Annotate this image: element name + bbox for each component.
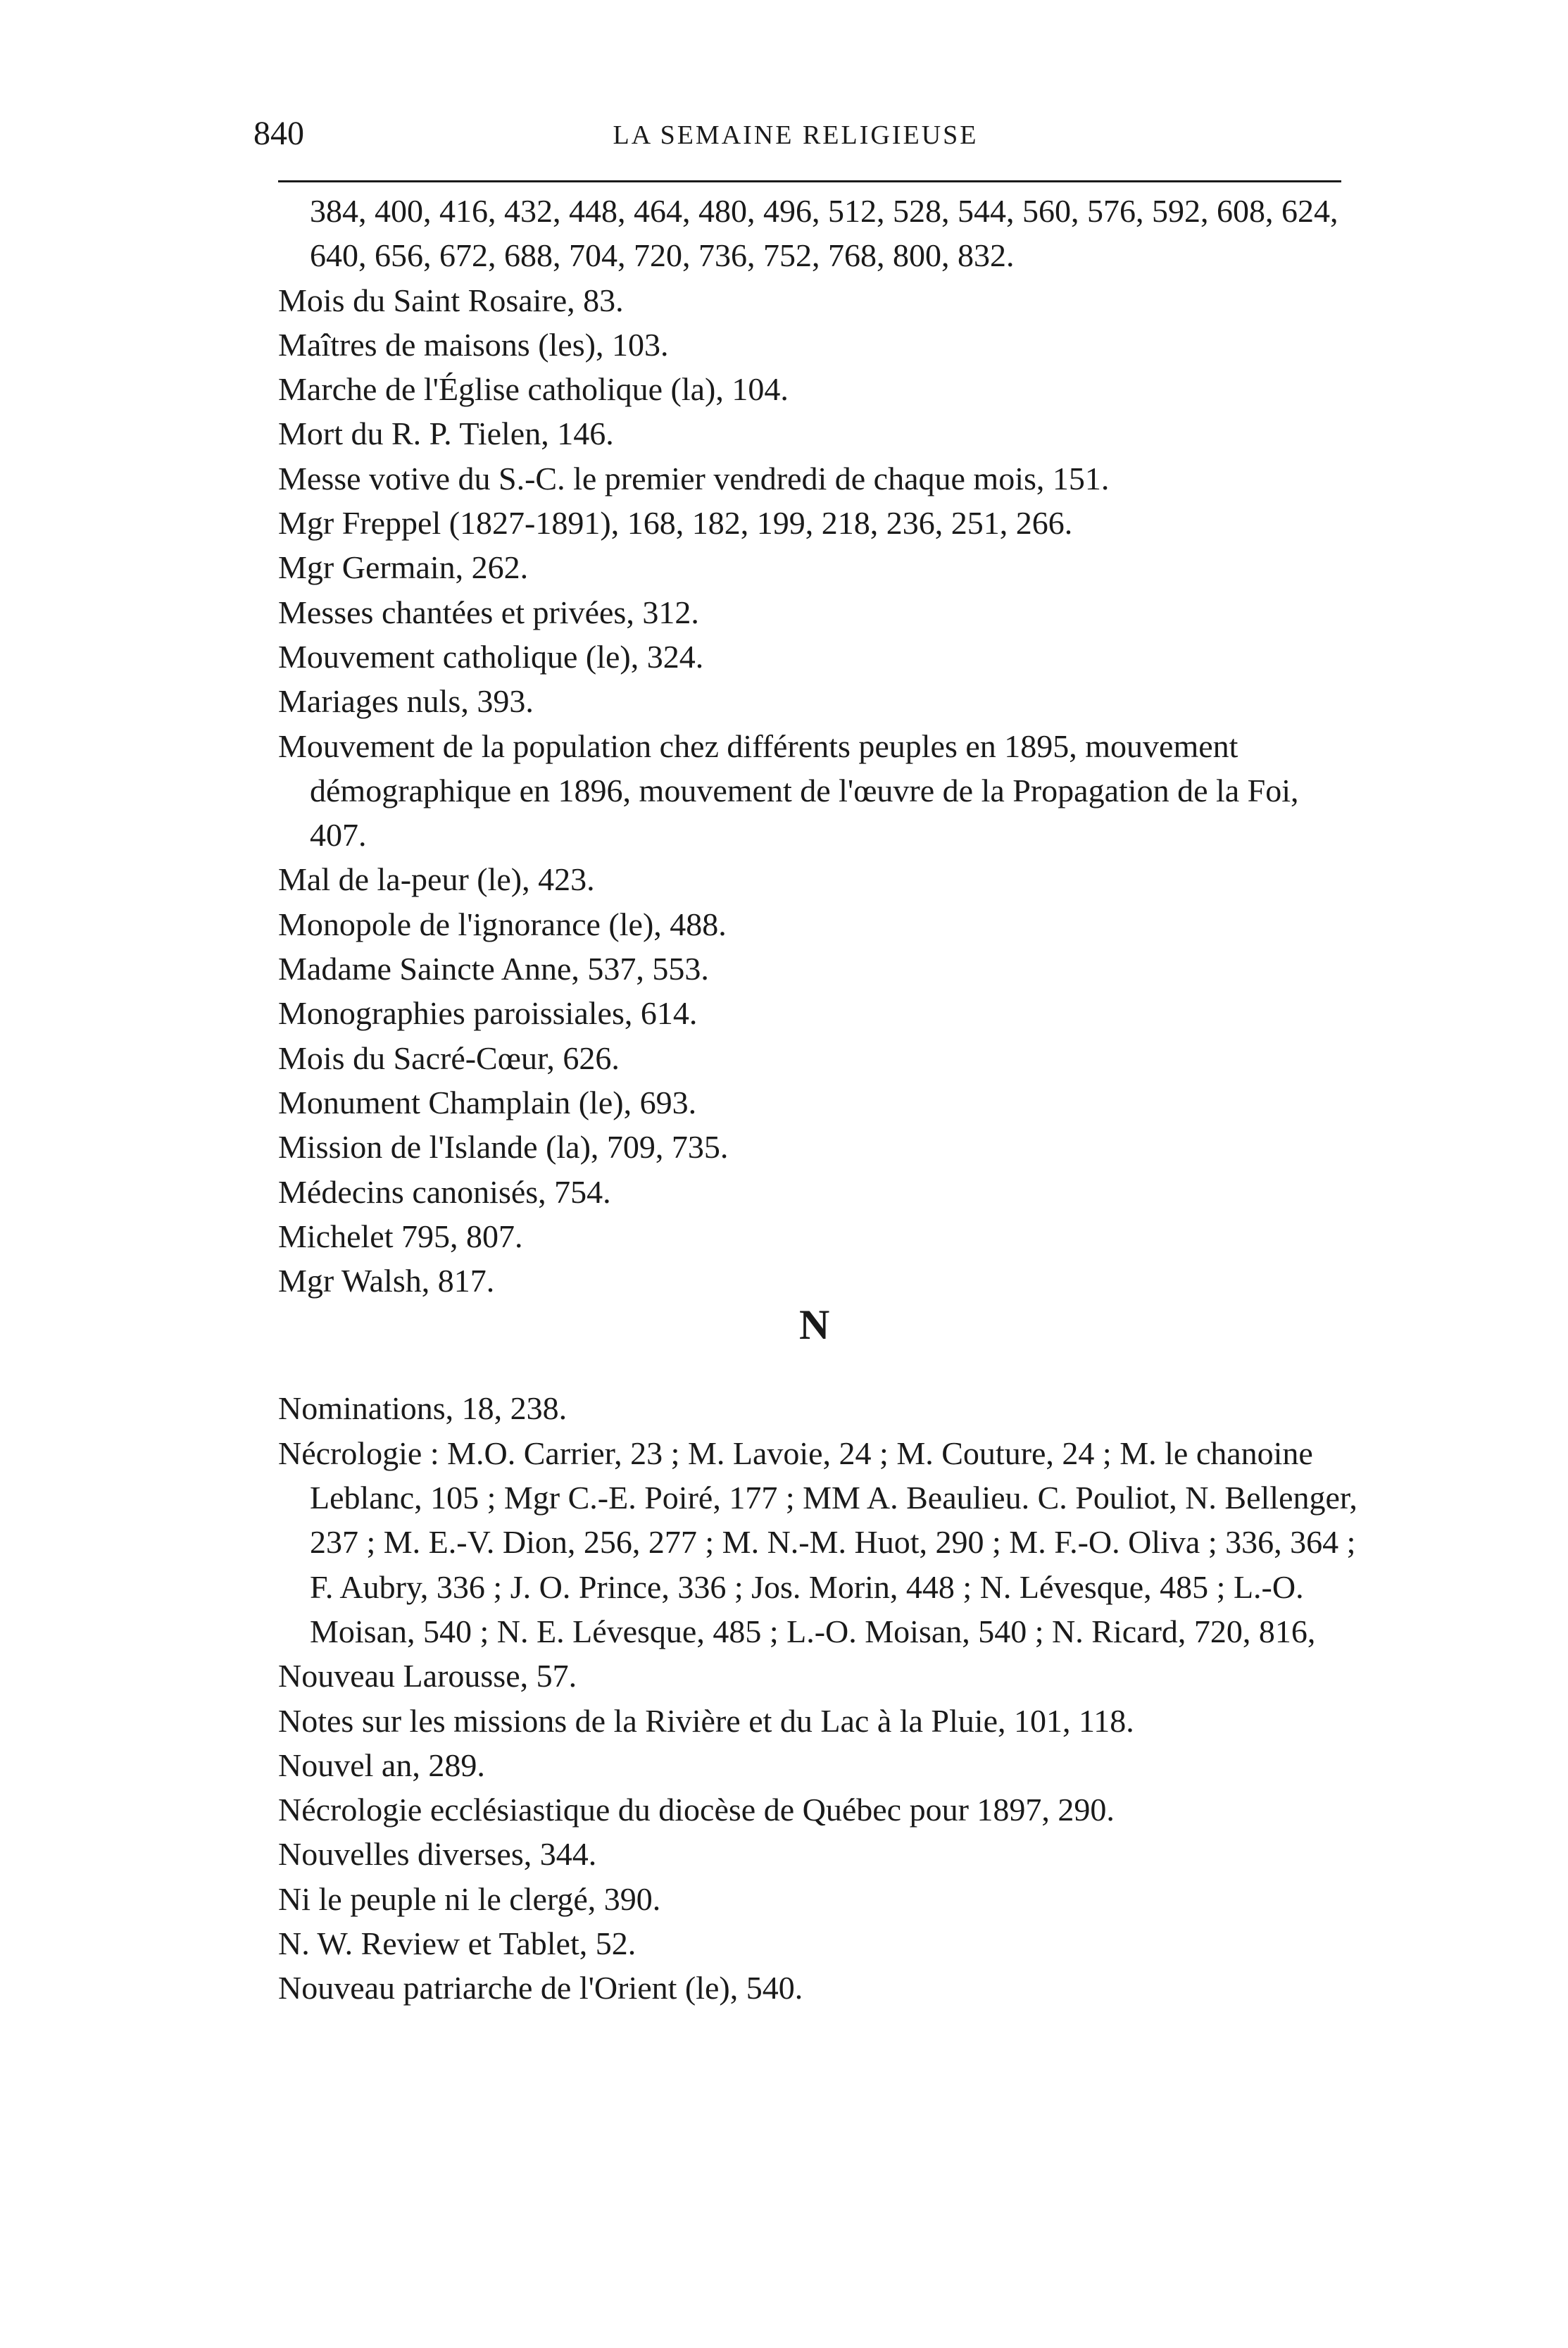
- index-entry: Notes sur les missions de la Rivière et du Lac à la Pluie, 101, 118.: [278, 1702, 1134, 1739]
- running-head: [253, 113, 1338, 162]
- index-entry: Madame Saincte Anne, 537, 553.: [278, 951, 709, 987]
- index-entry: Mgr Walsh, 817.: [278, 1263, 495, 1299]
- index-entry: Mgr Freppel (1827-1891), 168, 182, 199, 218, 236, 251, 266.: [278, 505, 1073, 542]
- index-entry: Monument Champlain (le), 693.: [278, 1084, 697, 1120]
- index-entry: Nouvel an, 289.: [278, 1747, 485, 1783]
- index-entry: Maîtres de maisons (les), 103.: [278, 326, 669, 363]
- index-entry: Nouveau Larousse, 57.: [278, 1658, 577, 1694]
- header-rule: [278, 180, 1341, 182]
- index-entry: Mission de l'Islande (la), 709, 735.: [278, 1129, 729, 1166]
- index-entry: Michelet 795, 807.: [278, 1218, 523, 1254]
- page-number: 840: [253, 115, 304, 152]
- section-letter-heading: N: [799, 1301, 830, 1349]
- index-entry: Nouvelles diverses, 344.: [278, 1836, 597, 1873]
- index-entry: Mois du Saint Rosaire, 83.: [278, 282, 624, 318]
- index-entry: Mal de la-peur (le), 423.: [278, 861, 595, 898]
- index-entry: Médecins canonisés, 754.: [278, 1173, 611, 1210]
- index-entry: Messe votive du S.-C. le premier vendredi de chaque mois, 151.: [278, 460, 1110, 497]
- index-entry: Nominations, 18, 238.: [278, 1390, 567, 1427]
- index-entry: Mgr Germain, 262.: [278, 549, 529, 586]
- index-entry: Ni le peuple ni le clergé, 390.: [278, 1880, 661, 1917]
- index-body: [278, 189, 1362, 2011]
- index-entry: Messes chantées et privées, 312.: [278, 594, 699, 630]
- index-entry: Mariages nuls, 393.: [278, 683, 534, 720]
- index-entry: Mois du Sacré-Cœur, 626.: [278, 1039, 620, 1076]
- index-entry: Marche de l'Église catholique (la), 104.: [278, 371, 789, 408]
- index-entry: Mouvement de la population chez différents peuples en 1895, mouvement démographique en 1896, mouvement de l'œuvre de la Propagation de la Foi, 407.: [278, 727, 1299, 854]
- index-entry: Nécrologie ecclésiastique du diocèse de Québec pour 1897, 290.: [278, 1792, 1115, 1828]
- index-entry: Nécrologie : M.O. Carrier, 23 ; M. Lavoie, 24 ; M. Couture, 24 ; M. le chanoine Leblanc, 105 ; Mgr C.-E. Poiré, 177 ; MM A. Beaulieu. C. Pouliot, N. Bellenger, 237 ; M. E.-V. Dion, 256, 277 ; M. N.-M. Huot, 290 ; M. F.-O. Oliva ; 336, 364 ; F. Aubry, 336 ; J. O. Prince, 336 ; Jos. Morin, 448 ; N. Lévesque, 485 ; L.-O. Moisan, 540 ; N. E. Lévesque, 485 ; L.-O. Moisan, 540 ; N. Ricard, 720, 816,: [278, 1435, 1357, 1649]
- index-entry: Monographies paroissiales, 614.: [278, 995, 698, 1032]
- section-spacer: [278, 1352, 1362, 1386]
- index-entry: N. W. Review et Tablet, 52.: [278, 1925, 636, 1961]
- index-entry: Nouveau patriarche de l'Orient (le), 540.: [278, 1970, 803, 2006]
- running-title: LA SEMAINE RELIGIEUSE: [613, 120, 979, 150]
- index-entry: Mort du R. P. Tielen, 146.: [278, 416, 614, 452]
- index-entry: Mouvement catholique (le), 324.: [278, 638, 704, 675]
- index-entry-continued: 384, 400, 416, 432, 448, 464, 480, 496, 512, 528, 544, 560, 576, 592, 608, 624, 640, 656, 672, 688, 704, 720, 736, 752, 768, 800, 832.: [310, 193, 1338, 274]
- index-entry: Monopole de l'ignorance (le), 488.: [278, 906, 727, 942]
